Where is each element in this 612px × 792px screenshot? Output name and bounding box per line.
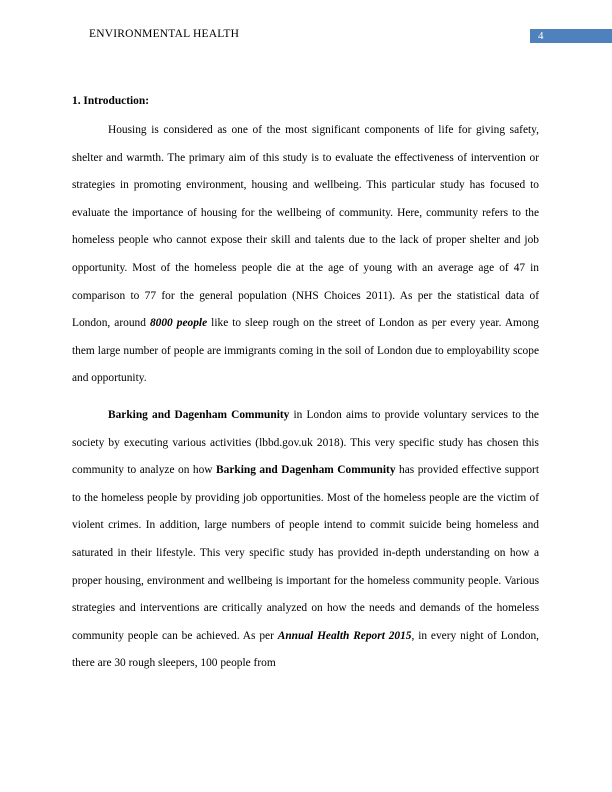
emphasis-text: Annual Health Report 2015: [277, 629, 412, 642]
running-header-title: ENVIRONMENTAL HEALTH: [89, 28, 240, 40]
intro-paragraph-2: [72, 402, 539, 678]
text-run: has provided effective support to the homeless people by providing job opportunities. Most of the homeless people are the victim of violent crimes. In addition, large numbers of people intend to commit suicide being homeless and saturated in their lifestyle. This very specific study has provided in-depth understanding on how a proper housing, environment and wellbeing is important for the homeless community people. Various strategies and interventions are critically analyzed on how the needs and demands of the homeless community people can be achieved. As per: [72, 464, 539, 642]
text-run: Housing is considered as one of the most significant components of life for giving safety, shelter and warmth. The primary aim of this study is to evaluate the effectiveness of intervention or strategies in promoting environment, housing and wellbeing. This particular study has focused to evaluate the importance of housing for the wellbeing of community. Here, community refers to the homeless people who cannot expose their skill and talents due to the lack of proper shelter and job opportunity. Most of the homeless people die at the age of young with an average age of 47 in comparison to 77 for the general population (NHS Choices 2011). As per the statistical data of London, around: [72, 124, 539, 330]
document-body: [72, 93, 539, 678]
bold-text: Barking and Dagenham Community: [216, 464, 396, 477]
page-number-badge: [530, 29, 612, 43]
emphasis-text: 8000 people: [149, 317, 208, 330]
text-run: like to sleep rough on the street of London as per every year. Among them large number of people are immigrants coming in the soil of London due to employability scope and opportunity.: [72, 317, 539, 385]
page-number: 4: [538, 30, 544, 42]
intro-paragraph-1: [72, 117, 539, 393]
section-heading: 1. Introduction:: [72, 95, 150, 107]
text-run: , in every night of London, there are 30 rough sleepers, 100 people from: [72, 629, 540, 670]
text-run: in London aims to provide voluntary services to the society by executing various activities (lbbd.gov.uk 2018). This very specific study has chosen this community to analyze on how: [72, 408, 539, 477]
bold-text: Barking and Dagenham Community: [108, 408, 290, 421]
